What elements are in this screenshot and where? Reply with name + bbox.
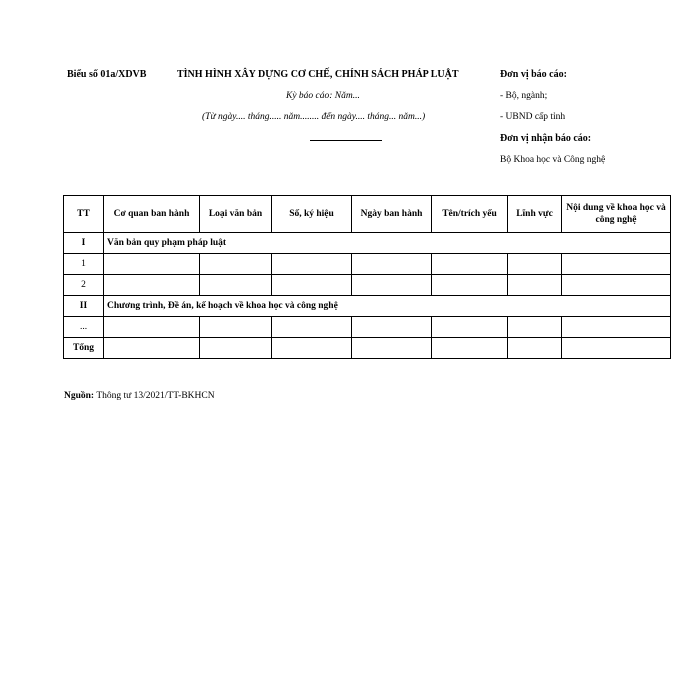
table-row bbox=[64, 275, 671, 296]
column-header-field: Lĩnh vực bbox=[508, 196, 562, 233]
report-table bbox=[63, 195, 671, 359]
receiving-unit: Bộ Khoa học và Công nghệ bbox=[500, 155, 606, 165]
table-cell bbox=[508, 317, 562, 338]
row-index: ... bbox=[64, 317, 104, 338]
table-cell bbox=[104, 254, 200, 275]
table-cell bbox=[200, 338, 272, 359]
table-row bbox=[64, 254, 671, 275]
row-index: 2 bbox=[64, 275, 104, 296]
column-header-tt: TT bbox=[64, 196, 104, 233]
source-note bbox=[64, 391, 215, 401]
form-code: Biểu số 01a/XDVB bbox=[67, 69, 147, 80]
table-cell bbox=[272, 254, 352, 275]
table-cell bbox=[352, 254, 432, 275]
table-header-row bbox=[64, 196, 671, 233]
column-header-number: Số, ký hiệu bbox=[272, 196, 352, 233]
table-cell bbox=[562, 317, 671, 338]
section-label: Văn bản quy phạm pháp luật bbox=[104, 233, 671, 254]
report-date-range: (Từ ngày.... tháng..... năm........ đến ngày.... tháng... năm...) bbox=[202, 112, 426, 122]
table-row-section bbox=[64, 233, 671, 254]
table-cell bbox=[432, 338, 508, 359]
report-period: Kỳ báo cáo: Năm... bbox=[286, 91, 360, 101]
table-cell bbox=[272, 317, 352, 338]
reporting-unit-label: Đơn vị báo cáo: bbox=[500, 69, 567, 80]
table-cell bbox=[432, 275, 508, 296]
table-cell bbox=[200, 254, 272, 275]
table-row bbox=[64, 317, 671, 338]
row-index: I bbox=[64, 233, 104, 254]
table-cell bbox=[200, 317, 272, 338]
table-cell bbox=[352, 275, 432, 296]
table-cell bbox=[352, 317, 432, 338]
table-cell bbox=[562, 254, 671, 275]
document-title: TÌNH HÌNH XÂY DỰNG CƠ CHẾ, CHÍNH SÁCH PHÁP LUẬT bbox=[177, 69, 459, 80]
table-cell bbox=[508, 338, 562, 359]
table-cell bbox=[432, 254, 508, 275]
column-header-document-type: Loại văn bản bbox=[200, 196, 272, 233]
table-cell bbox=[104, 338, 200, 359]
table-cell bbox=[432, 317, 508, 338]
reporting-unit-item: - UBND cấp tỉnh bbox=[500, 112, 566, 122]
table-cell bbox=[104, 317, 200, 338]
source-value: Thông tư 13/2021/TT-BKHCN bbox=[96, 391, 215, 401]
row-index: Tổng bbox=[64, 338, 104, 359]
table-row-total bbox=[64, 338, 671, 359]
table-row-section bbox=[64, 296, 671, 317]
row-index: 1 bbox=[64, 254, 104, 275]
table-cell bbox=[104, 275, 200, 296]
receiving-unit-label: Đơn vị nhận báo cáo: bbox=[500, 133, 592, 144]
table-cell bbox=[508, 275, 562, 296]
row-index: II bbox=[64, 296, 104, 317]
source-label: Nguồn: bbox=[64, 391, 95, 401]
column-header-title: Tên/trích yếu bbox=[432, 196, 508, 233]
column-header-issuing-agency: Cơ quan ban hành bbox=[104, 196, 200, 233]
table-cell bbox=[272, 338, 352, 359]
table-cell bbox=[508, 254, 562, 275]
reporting-unit-item: - Bộ, ngành; bbox=[500, 91, 548, 101]
column-header-issue-date: Ngày ban hành bbox=[352, 196, 432, 233]
title-divider bbox=[310, 140, 382, 141]
table-cell bbox=[562, 275, 671, 296]
table-cell bbox=[352, 338, 432, 359]
table-cell bbox=[562, 338, 671, 359]
section-label: Chương trình, Đề án, kế hoạch về khoa học và công nghệ bbox=[104, 296, 671, 317]
table-cell bbox=[272, 275, 352, 296]
column-header-content: Nội dung về khoa học và công nghệ bbox=[562, 196, 671, 233]
table-cell bbox=[200, 275, 272, 296]
